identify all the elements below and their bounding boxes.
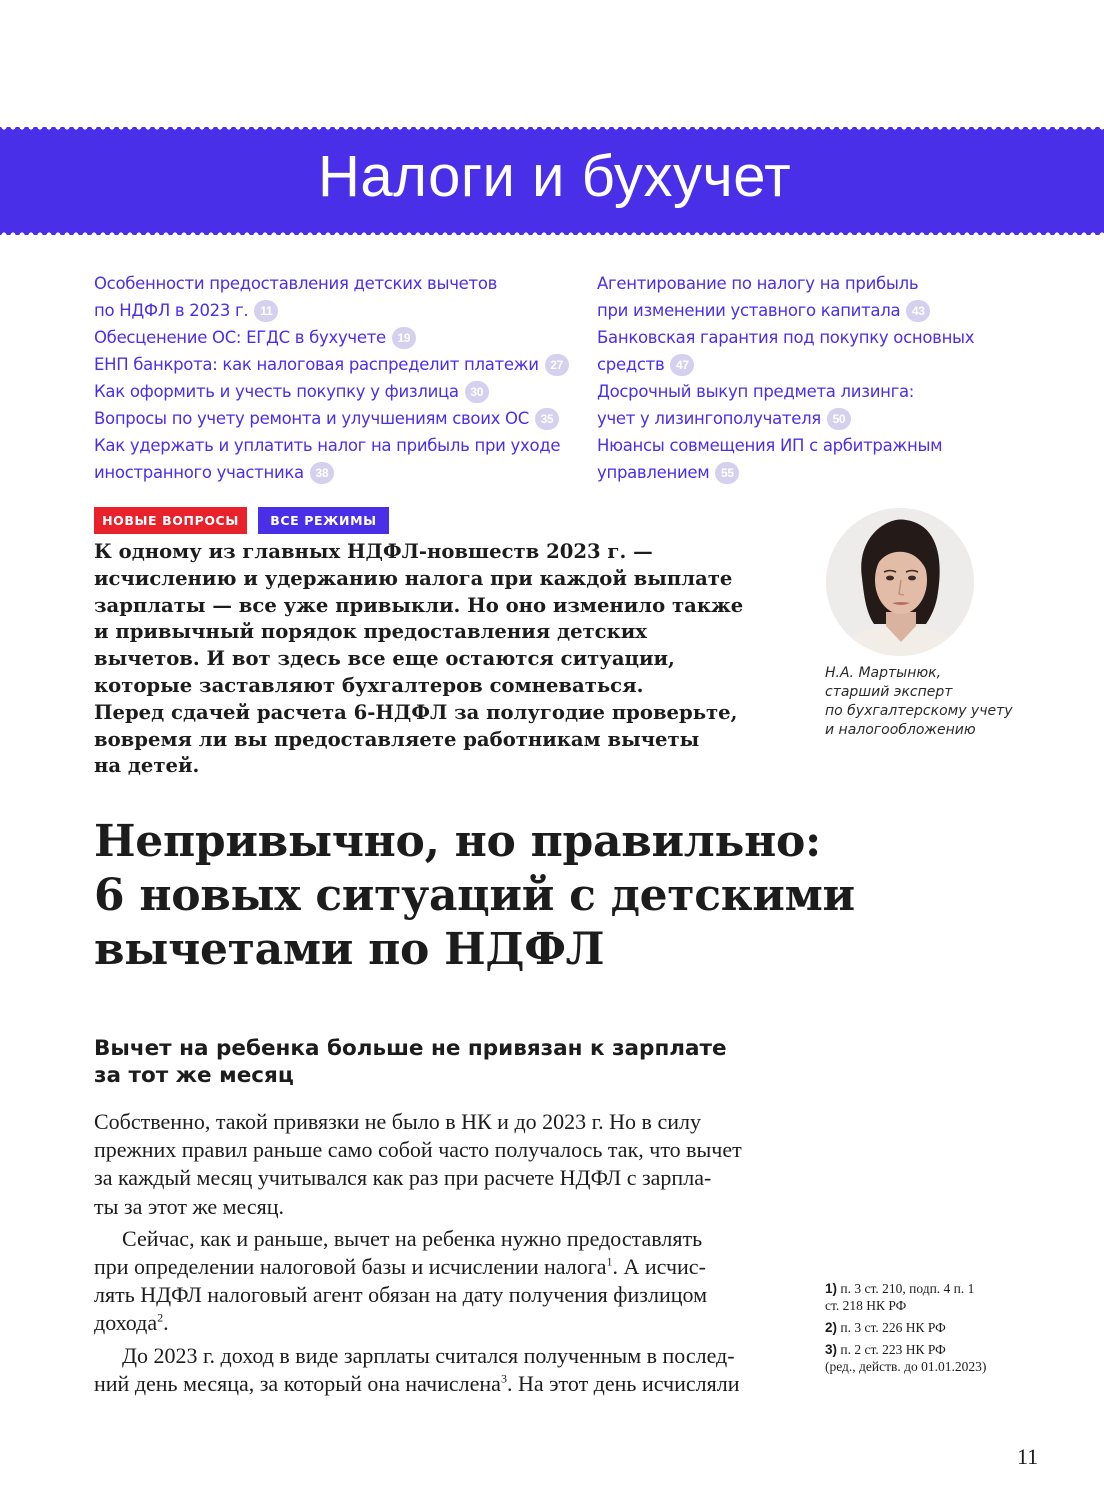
subheading-line: за тот же месяц [94,1063,294,1088]
toc-link-text: Как оформить и учесть покупку у физлица [94,382,459,401]
toc-link-text: Нюансы совмещения ИП с арбитражным [597,436,943,455]
footnote [825,1341,1045,1375]
footnote-text: (ред., действ. до 01.01.2023) [825,1359,987,1374]
article-headline [94,815,994,977]
banner-scalloped-edge-bottom [0,231,1104,239]
section-banner [0,127,1104,235]
toc-left-column [94,270,564,486]
lead-line: Перед сдачей расчета 6-НДФЛ за полугодие проверьте, [94,700,738,724]
toc-page-badge: 43 [906,300,930,322]
body-text: . На этот день исчисляли [506,1370,740,1396]
toc-link-text: ЕНП банкрота: как налоговая распределит платежи [94,355,539,374]
footnote-text: п. 2 ст. 223 НК РФ [840,1342,946,1357]
toc-page-badge: 47 [670,354,694,376]
toc-link[interactable] [94,270,544,324]
body-line: До 2023 г. доход в виде зарплаты считался полученным в послед- [122,1342,735,1368]
footnote-text: п. 3 ст. 226 НК РФ [840,1320,946,1335]
body-line [94,1370,774,1398]
lead-line: и привычный порядок предоставления детских [94,620,647,644]
body-line [94,1253,774,1281]
toc-link[interactable] [94,432,561,486]
toc-link-text: Вопросы по учету ремонта и улучшениям своих ОС [94,409,529,428]
toc-link[interactable] [597,270,957,324]
section-title: Налоги и бухучет [318,144,792,209]
footnote-text: п. 3 ст. 210, подп. 4 п. 1 [840,1281,975,1296]
body-line: лять НДФЛ налоговый агент обязан на дату получения физлицом [94,1282,708,1308]
toc-link-text: Как удержать и уплатить налог на прибыль при уходе [94,436,561,455]
body-text: . А исчис- [612,1254,706,1280]
lead-paragraph [94,539,774,780]
footnote-number: 2) [825,1320,838,1335]
toc-right-column [597,270,975,486]
toc-page-badge: 30 [465,381,489,403]
toc-link-text: при изменении уставного капитала [597,301,901,320]
toc-page-badge: 38 [310,462,334,484]
footnote-number: 1) [825,1281,838,1296]
footnote-ref[interactable]: 1 [606,1254,613,1269]
author-role-line: и налогообложению [825,722,976,738]
toc-page-badge: 11 [254,300,278,322]
toc-link[interactable] [94,405,554,432]
toc-link[interactable] [94,378,544,405]
body-line [94,1309,774,1337]
lead-line: К одному из главных НДФЛ-новшеств 2023 г. — [94,540,653,563]
footnote-ref[interactable]: 2 [157,1311,164,1326]
lead-line: которые заставляют бухгалтеров сомневаться. [94,673,644,697]
tag-all-regimes: ВСЕ РЕЖИМЫ [258,507,389,534]
banner-scalloped-edge-top [0,123,1104,131]
toc-link[interactable] [597,378,957,432]
author-caption [825,664,1045,740]
body-line: Сейчас, как и раньше, вычет на ребенка нужно предоставлять [122,1225,703,1251]
lead-line: вычетов. И вот здесь все еще остаются ситуации, [94,647,675,671]
author-name: Н.А. Мартынюк, [825,665,942,681]
toc-link-text: управлением [597,463,710,482]
footnote-text: ст. 218 НК РФ [825,1298,907,1313]
toc-page-badge: 19 [392,327,416,349]
toc-link-text: Агентирование по налогу на прибыль [597,274,919,293]
author-photo [826,508,974,656]
tag-new-questions: НОВЫЕ ВОПРОСЫ [94,507,247,534]
lead-line: вовремя ли вы предоставляете работникам вычеты [94,727,700,751]
toc-link-text: Особенности предоставления детских вычетов [94,274,498,293]
body-text: ний день месяца, за который она начислена [94,1370,501,1396]
toc-page-badge: 55 [715,462,739,484]
article-body [94,1108,774,1398]
footnote-ref[interactable]: 3 [500,1371,507,1386]
toc-link-text: Банковская гарантия под покупку основных [597,328,975,347]
author-role-line: старший эксперт [825,684,953,700]
toc-link-text: учет у лизингополучателя [597,409,821,428]
body-line: ты за этот же месяц. [94,1193,285,1219]
body-line: за каждый месяц учитывался как раз при расчете НДФЛ с зарпла- [94,1165,712,1191]
lead-line: зарплаты — все уже привыкли. Но оно изменило также [94,593,744,617]
body-line: Собственно, такой привязки не было в НК и до 2023 г. Но в силу [94,1109,701,1134]
lead-line: исчислению и удержанию налога при каждой выплате [94,566,733,590]
toc-link-text: по НДФЛ в 2023 г. [94,301,249,320]
footnote-number: 3) [825,1342,838,1357]
section-subheading [94,1035,794,1089]
toc-link[interactable] [597,324,975,378]
toc-link-text: средств [597,355,665,374]
body-text: . [163,1310,169,1336]
body-text: при определении налоговой базы и исчислении налога [94,1254,607,1280]
toc-link[interactable] [597,432,957,486]
toc-link[interactable] [94,351,564,378]
page-number: 11 [1017,1444,1039,1469]
footnotes [825,1280,1045,1380]
toc-page-badge: 35 [535,408,559,430]
toc-link-text: иностранного участника [94,463,304,482]
author-role-line: по бухгалтерскому учету [825,703,1013,719]
footnote [825,1319,1045,1336]
lead-line: на детей. [94,754,200,778]
headline-line: Непривычно, но правильно: [94,816,821,867]
toc-link[interactable] [94,324,544,351]
toc-link-text: Обесценение ОС: ЕГДС в бухучете [94,328,386,347]
footnote [825,1280,1045,1314]
headline-line: 6 новых ситуаций с детскими [94,870,855,921]
body-text: дохода [94,1310,158,1336]
toc-link-text: Досрочный выкуп предмета лизинга: [597,382,915,401]
toc-page-badge: 50 [827,408,851,430]
toc-page-badge: 27 [545,354,569,376]
body-line: прежних правил раньше само собой часто получалось так, что вычет [94,1137,742,1163]
headline-line: вычетами по НДФЛ [94,924,605,975]
subheading-line: Вычет на ребенка больше не привязан к зарплате [94,1036,727,1061]
author-portrait-icon [826,508,974,656]
